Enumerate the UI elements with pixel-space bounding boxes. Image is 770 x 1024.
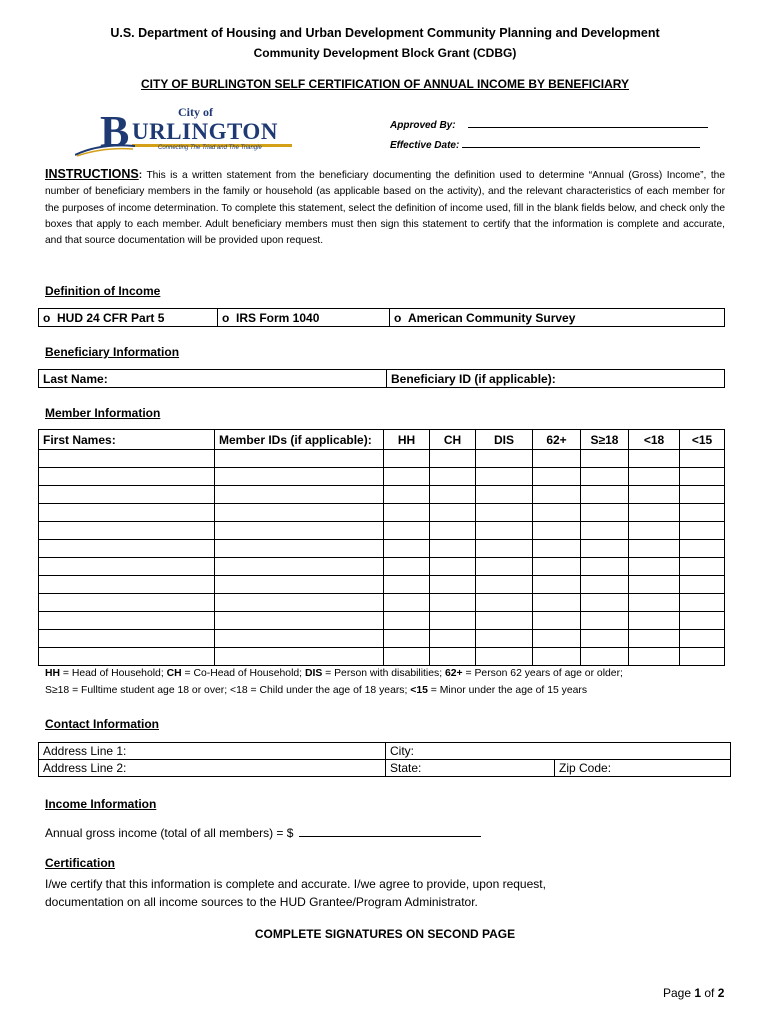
definition-heading: Definition of Income xyxy=(45,284,161,298)
table-row xyxy=(39,612,725,630)
member-cell[interactable] xyxy=(215,558,384,576)
income-heading: Income Information xyxy=(45,797,157,811)
member-cell[interactable] xyxy=(39,648,215,666)
radio-circle-icon[interactable]: o xyxy=(222,310,230,325)
definition-options xyxy=(38,308,725,327)
member-cell[interactable] xyxy=(629,576,680,594)
member-cell[interactable] xyxy=(581,612,629,630)
member-cell[interactable] xyxy=(629,630,680,648)
table-row xyxy=(39,540,725,558)
member-cell[interactable] xyxy=(39,468,215,486)
member-cell[interactable] xyxy=(629,540,680,558)
member-cell[interactable] xyxy=(430,576,476,594)
member-cell[interactable] xyxy=(629,486,680,504)
contact-heading: Contact Information xyxy=(45,717,159,731)
certification-heading: Certification xyxy=(45,856,116,870)
member-table xyxy=(38,429,725,666)
table-row xyxy=(39,504,725,522)
table-row xyxy=(39,648,725,666)
member-cell[interactable] xyxy=(215,540,384,558)
member-cell[interactable] xyxy=(430,612,476,630)
col-student: S≥18 xyxy=(581,430,629,450)
member-legend xyxy=(45,665,735,699)
table-row xyxy=(39,558,725,576)
member-cell[interactable] xyxy=(215,612,384,630)
member-cell[interactable] xyxy=(39,504,215,522)
member-cell[interactable] xyxy=(629,594,680,612)
member-cell[interactable] xyxy=(581,504,629,522)
complete-signatures-note: COMPLETE SIGNATURES ON SECOND PAGE xyxy=(254,927,516,941)
member-cell[interactable] xyxy=(384,504,430,522)
member-cell[interactable] xyxy=(476,540,533,558)
member-cell[interactable] xyxy=(384,648,430,666)
member-cell[interactable] xyxy=(581,576,629,594)
member-cell[interactable] xyxy=(476,522,533,540)
logo-name: URLINGTON xyxy=(132,119,278,144)
legend-line-2: S≥18 = Fulltime student age 18 or over; <18 = Child under the age of 18 years; <15 = Minor under the age of 15 years xyxy=(45,685,588,696)
member-cell[interactable] xyxy=(430,630,476,648)
member-cell[interactable] xyxy=(476,630,533,648)
member-cell[interactable] xyxy=(430,558,476,576)
zip-code-field[interactable]: Zip Code: xyxy=(555,760,731,777)
logo-tagline: Connecting The Triad and The Triangle xyxy=(158,145,262,151)
member-cell[interactable] xyxy=(533,486,581,504)
member-cell[interactable] xyxy=(215,648,384,666)
member-cell[interactable] xyxy=(215,630,384,648)
city-of-burlington-logo xyxy=(100,105,300,155)
member-cell[interactable] xyxy=(476,450,533,468)
certification-line-1: I/we certify that this information is complete and accurate. I/we agree to provide, upon request, xyxy=(45,877,546,891)
member-cell[interactable] xyxy=(581,450,629,468)
member-cell[interactable] xyxy=(215,450,384,468)
member-cell[interactable] xyxy=(430,594,476,612)
beneficiary-table xyxy=(38,369,725,388)
approved-by-line[interactable] xyxy=(468,117,708,128)
member-cell[interactable] xyxy=(215,468,384,486)
member-cell[interactable] xyxy=(680,468,725,486)
beneficiary-heading: Beneficiary Information xyxy=(45,345,180,359)
member-cell[interactable] xyxy=(533,558,581,576)
member-cell[interactable] xyxy=(680,540,725,558)
radio-circle-icon[interactable]: o xyxy=(43,310,51,325)
member-cell[interactable] xyxy=(581,540,629,558)
member-cell[interactable] xyxy=(430,540,476,558)
member-cell[interactable] xyxy=(39,450,215,468)
member-cell[interactable] xyxy=(476,648,533,666)
option-irs[interactable]: o IRS Form 1040 xyxy=(218,309,390,327)
member-cell[interactable] xyxy=(533,450,581,468)
col-hh: HH xyxy=(384,430,430,450)
member-cell[interactable] xyxy=(430,504,476,522)
col-under15: <15 xyxy=(680,430,725,450)
member-cell[interactable] xyxy=(629,522,680,540)
col-62plus: 62+ xyxy=(533,430,581,450)
member-cell[interactable] xyxy=(629,612,680,630)
effective-date-field[interactable] xyxy=(390,137,700,151)
table-row xyxy=(39,594,725,612)
effective-date-line[interactable] xyxy=(462,137,700,148)
member-header-row xyxy=(39,430,725,450)
table-row xyxy=(39,450,725,468)
instructions-label: INSTRUCTIONS xyxy=(45,167,139,181)
member-cell[interactable] xyxy=(533,504,581,522)
member-cell[interactable] xyxy=(215,594,384,612)
member-cell[interactable] xyxy=(581,630,629,648)
member-cell[interactable] xyxy=(384,594,430,612)
member-cell[interactable] xyxy=(629,504,680,522)
member-cell[interactable] xyxy=(581,468,629,486)
member-cell[interactable] xyxy=(680,576,725,594)
member-cell[interactable] xyxy=(581,522,629,540)
member-cell[interactable] xyxy=(680,612,725,630)
member-cell[interactable] xyxy=(430,450,476,468)
member-cell[interactable] xyxy=(384,450,430,468)
member-cell[interactable] xyxy=(384,468,430,486)
legend-line-1: HH = Head of Household; CH = Co-Head of Household; DIS = Person with disabilities; 62+ = Person 62 years of age or older; xyxy=(45,668,623,679)
member-cell[interactable] xyxy=(629,558,680,576)
header-agency: U.S. Department of Housing and Urban Development Community Planning and Development xyxy=(110,26,660,40)
member-cell[interactable] xyxy=(39,522,215,540)
member-cell[interactable] xyxy=(680,648,725,666)
member-cell[interactable] xyxy=(430,486,476,504)
member-cell[interactable] xyxy=(39,612,215,630)
address-line-1-field[interactable]: Address Line 1: xyxy=(39,743,386,760)
member-cell[interactable] xyxy=(680,630,725,648)
member-cell[interactable] xyxy=(533,630,581,648)
member-cell[interactable] xyxy=(476,558,533,576)
member-cell[interactable] xyxy=(215,486,384,504)
logo-initial: B xyxy=(100,107,130,156)
member-cell[interactable] xyxy=(215,504,384,522)
instructions-text: This is a written statement from the beneficiary documenting the definition used to determine “Annual (Gross) Income”, the number of beneficiary members in the family or household (as applicable based on the activity), and the relevant characteristics of each member for the purposes of income determination. To complete this statement, select the definition of income used, fill in the blank fields below, and check only the boxes that apply to each member. Adult beneficiary members must then sign this statement to certify that the information is complete and accurate, and that source documentation will be provided upon request. xyxy=(45,170,725,247)
member-cell[interactable] xyxy=(680,450,725,468)
option-acs[interactable]: o American Community Survey xyxy=(390,309,725,327)
table-row xyxy=(39,486,725,504)
member-cell[interactable] xyxy=(533,540,581,558)
annual-income-field[interactable] xyxy=(45,826,481,840)
member-cell[interactable] xyxy=(581,594,629,612)
member-cell[interactable] xyxy=(430,522,476,540)
beneficiary-id-field[interactable]: Beneficiary ID (if applicable): xyxy=(387,370,725,388)
col-under18: <18 xyxy=(629,430,680,450)
annual-income-line[interactable] xyxy=(299,826,481,837)
col-dis: DIS xyxy=(476,430,533,450)
member-cell[interactable] xyxy=(384,540,430,558)
member-cell[interactable] xyxy=(581,558,629,576)
logo-swoosh-icon xyxy=(75,143,135,157)
member-cell[interactable] xyxy=(680,594,725,612)
member-cell[interactable] xyxy=(533,612,581,630)
member-cell[interactable] xyxy=(533,576,581,594)
member-heading: Member Information xyxy=(45,406,161,420)
member-cell[interactable] xyxy=(384,612,430,630)
member-cell[interactable] xyxy=(384,486,430,504)
effective-date-label: Effective Date: xyxy=(390,140,460,151)
member-cell[interactable] xyxy=(384,558,430,576)
instructions-paragraph: INSTRUCTIONS: This is a written statement from the beneficiary documenting the definition used to determine “Annual (Gross) Income”, the number of beneficiary members in the family or household (as applicable based on the activity), and the relevant characteristics of each member for the purposes of income determination. To complete this statement, select the definition of income used, fill in the blank fields below, and check only the boxes that apply to each member. Adult beneficiary members must then sign this statement to certify that the information is complete and accurate, and that source documentation will be provided upon request. xyxy=(45,167,725,247)
certification-line-2: documentation on all income sources to the HUD Grantee/Program Administrator. xyxy=(45,895,478,909)
member-cell[interactable] xyxy=(384,576,430,594)
certification-text xyxy=(45,875,685,911)
col-member-ids: Member IDs (if applicable): xyxy=(215,430,384,450)
member-cell[interactable] xyxy=(430,468,476,486)
member-cell[interactable] xyxy=(680,522,725,540)
member-cell[interactable] xyxy=(581,486,629,504)
member-cell[interactable] xyxy=(39,576,215,594)
logo-city-text: City of xyxy=(178,105,213,119)
address-line-2-field[interactable]: Address Line 2: xyxy=(39,760,386,777)
member-cell[interactable] xyxy=(39,630,215,648)
member-cell[interactable] xyxy=(384,630,430,648)
member-cell[interactable] xyxy=(476,486,533,504)
member-cell[interactable] xyxy=(629,450,680,468)
table-row xyxy=(39,522,725,540)
member-cell[interactable] xyxy=(629,468,680,486)
approved-by-label: Approved By: xyxy=(390,120,456,131)
member-cell[interactable] xyxy=(680,558,725,576)
member-cell[interactable] xyxy=(680,504,725,522)
member-cell[interactable] xyxy=(476,594,533,612)
member-cell[interactable] xyxy=(476,468,533,486)
form-title: CITY OF BURLINGTON SELF CERTIFICATION OF ANNUAL INCOME BY BENEFICIARY xyxy=(140,77,629,91)
member-cell[interactable] xyxy=(533,468,581,486)
member-cell[interactable] xyxy=(533,594,581,612)
member-cell[interactable] xyxy=(629,648,680,666)
option-hud[interactable]: o HUD 24 CFR Part 5 xyxy=(39,309,218,327)
member-cell[interactable] xyxy=(39,486,215,504)
member-cell[interactable] xyxy=(430,648,476,666)
member-cell[interactable] xyxy=(476,504,533,522)
radio-circle-icon[interactable]: o xyxy=(394,310,402,325)
member-cell[interactable] xyxy=(680,486,725,504)
annual-income-label: Annual gross income (total of all members) = $ xyxy=(45,826,294,840)
member-cell[interactable] xyxy=(476,576,533,594)
state-field[interactable]: State: xyxy=(386,760,555,777)
member-cell[interactable] xyxy=(215,522,384,540)
col-ch: CH xyxy=(430,430,476,450)
table-row xyxy=(39,630,725,648)
table-row xyxy=(39,576,725,594)
member-cell[interactable] xyxy=(39,540,215,558)
city-field[interactable]: City: xyxy=(386,743,731,760)
page-number: Page 1 of 2 xyxy=(663,986,725,1000)
member-cell[interactable] xyxy=(39,558,215,576)
member-cell[interactable] xyxy=(215,576,384,594)
col-first-names: First Names: xyxy=(39,430,215,450)
member-cell[interactable] xyxy=(384,522,430,540)
table-row xyxy=(39,468,725,486)
member-cell[interactable] xyxy=(533,522,581,540)
contact-table xyxy=(38,742,731,777)
member-cell[interactable] xyxy=(581,648,629,666)
last-name-field[interactable]: Last Name: xyxy=(39,370,387,388)
member-cell[interactable] xyxy=(476,612,533,630)
member-cell[interactable] xyxy=(533,648,581,666)
member-cell[interactable] xyxy=(39,594,215,612)
header-program: Community Development Block Grant (CDBG) xyxy=(253,46,517,60)
approved-by-field[interactable] xyxy=(390,117,708,131)
